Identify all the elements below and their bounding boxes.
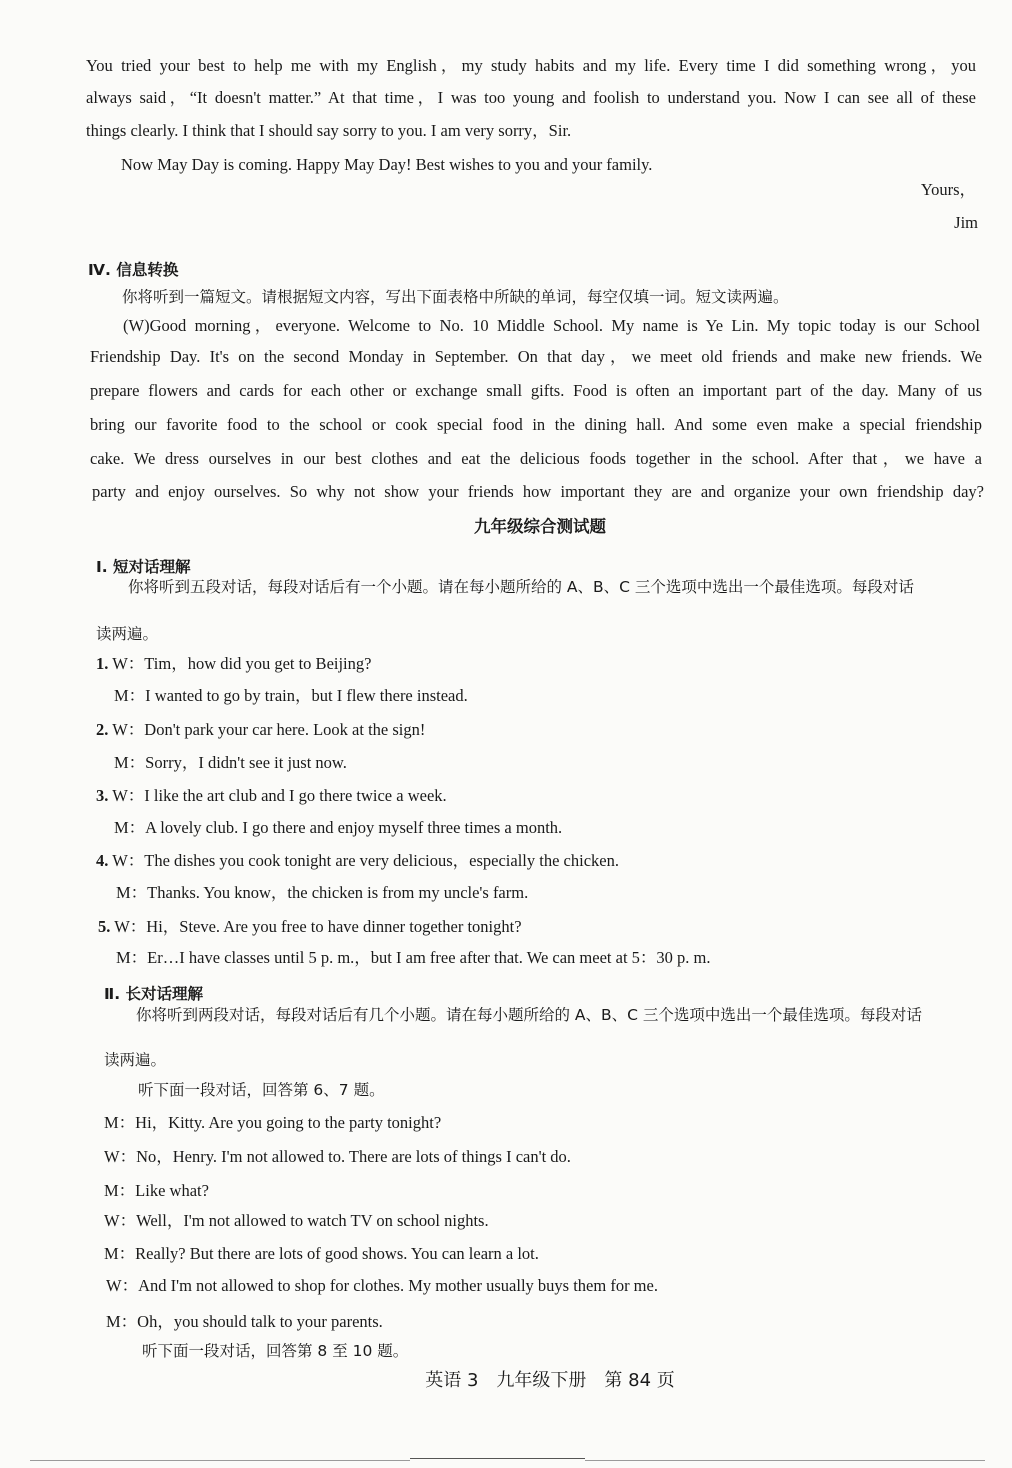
long-dialogue-line-2: W：No，Henry. I'm not allowed to. There are lots of things I can't do. — [104, 1147, 571, 1166]
part1-heading: Ⅰ. 短对话理解 — [96, 558, 191, 576]
dialogue-4-w — [96, 851, 619, 871]
dialogue-1-w-text: W：Tim，how did you get to Beijing? — [112, 654, 372, 673]
letter-line-3: things clearly. I think that I should say sorry to you. I am very sorry，Sir. — [86, 121, 572, 140]
dialogue-5-m: M：Er…I have classes until 5 p. m.，but I am free after that. We can meet at 5：30 p. m. — [116, 948, 711, 967]
part2-instruction-line1: 你将听到两段对话，每段对话后有几个小题。请在每小题所给的 A、B、C 三个选项中选出一个最佳选项。每段对话 — [136, 1006, 922, 1024]
dialogue-1-m: M：I wanted to go by train，but I flew there instead. — [114, 686, 468, 705]
bottom-rule-center — [410, 1458, 585, 1459]
section4-line-4: bring our favorite food to the school or cook special food in the dining hall. And some even make a special friendship — [90, 415, 982, 434]
dialogue-3-w-text: W：I like the art club and I go there twice a week. — [112, 786, 447, 805]
letter-line-4: Now May Day is coming. Happy May Day! Best wishes to you and your family. — [121, 155, 653, 174]
section4-line-6: party and enjoy ourselves. So why not show your friends how important they are and organize your own friendship day? — [92, 482, 984, 501]
dialogue-2-number: 2. — [96, 720, 109, 739]
dialogue-2-w — [96, 720, 425, 740]
dialogue-4-m: M：Thanks. You know，the chicken is from my uncle's farm. — [116, 883, 529, 902]
long-dialogue-line-1: M：Hi，Kitty. Are you going to the party tonight? — [104, 1113, 442, 1132]
letter-line-2: always said，“It doesn't matter.” At that time，I was too young and foolish to understand you. Now I can see all of these — [86, 88, 976, 107]
part2-instruction-line2: 读两遍。 — [104, 1051, 167, 1069]
long-dialogue-line-3: M：Like what? — [104, 1181, 209, 1200]
section4-line-2: Friendship Day. It's on the second Monday in September. On that day，we meet old friends and make new friends. We — [90, 347, 982, 366]
dialogue-1-w — [96, 654, 371, 674]
section4-line-3: prepare flowers and cards for each other or exchange small gifts. Food is often an important part of the day. Many of us — [90, 381, 982, 400]
section4-heading: Ⅳ. 信息转换 — [88, 261, 179, 279]
long-dialogue-line-4: W：Well，I'm not allowed to watch TV on school nights. — [104, 1211, 489, 1230]
dialogue-2-w-text: W：Don't park your car here. Look at the sign! — [112, 720, 426, 739]
part1-instruction-line2: 读两遍。 — [96, 625, 159, 643]
dialogue-3-w — [96, 786, 447, 806]
letter-line-1: You tried your best to help me with my English，my study habits and my life. Every time I did something wrong，you — [86, 56, 976, 75]
dialogue-5-w-text: W：Hi，Steve. Are you free to have dinner together tonight? — [114, 917, 522, 936]
dialogue-4-number: 4. — [96, 851, 109, 870]
letter-closing: Yours， — [920, 180, 976, 199]
test-title: 九年级综合测试题 — [474, 517, 606, 536]
section4-line-5: cake. We dress ourselves in our best clothes and eat the delicious foods together in the school. After that，we have a — [90, 449, 982, 468]
section4-line-1: (W)Good morning，everyone. Welcome to No. 10 Middle School. My name is Ye Lin. My topic today is our School — [123, 316, 980, 335]
dialogue-3-number: 3. — [96, 786, 109, 805]
long-dialogue-line-7: M：Oh，you should talk to your parents. — [106, 1312, 383, 1331]
dialogue-5-w — [98, 917, 522, 937]
section4-instruction: 你将听到一篇短文。请根据短文内容，写出下面表格中所缺的单词，每空仅填一词。短文读两遍。 — [122, 288, 789, 306]
part2-heading: Ⅱ. 长对话理解 — [104, 985, 203, 1003]
part2-prompt-2: 听下面一段对话，回答第 8 至 10 题。 — [142, 1342, 409, 1360]
long-dialogue-line-5: M：Really? But there are lots of good shows. You can learn a lot. — [104, 1244, 539, 1263]
part2-prompt-1: 听下面一段对话，回答第 6、7 题。 — [138, 1081, 385, 1099]
bottom-rule-right — [585, 1460, 985, 1461]
dialogue-4-w-text: W：The dishes you cook tonight are very delicious，especially the chicken. — [112, 851, 619, 870]
letter-signature: Jim — [954, 213, 978, 232]
dialogue-2-m: M：Sorry，I didn't see it just now. — [114, 753, 347, 772]
dialogue-3-m: M：A lovely club. I go there and enjoy myself three times a month. — [114, 818, 563, 837]
bottom-rule-left — [30, 1460, 410, 1461]
part1-instruction-line1: 你将听到五段对话，每段对话后有一个小题。请在每小题所给的 A、B、C 三个选项中选出一个最佳选项。每段对话 — [128, 578, 914, 596]
dialogue-5-number: 5. — [98, 917, 111, 936]
dialogue-1-number: 1. — [96, 654, 109, 673]
long-dialogue-line-6: W：And I'm not allowed to shop for clothes. My mother usually buys them for me. — [106, 1276, 658, 1295]
page-footer: 英语 3 九年级下册 第 84 页 — [425, 1370, 675, 1391]
